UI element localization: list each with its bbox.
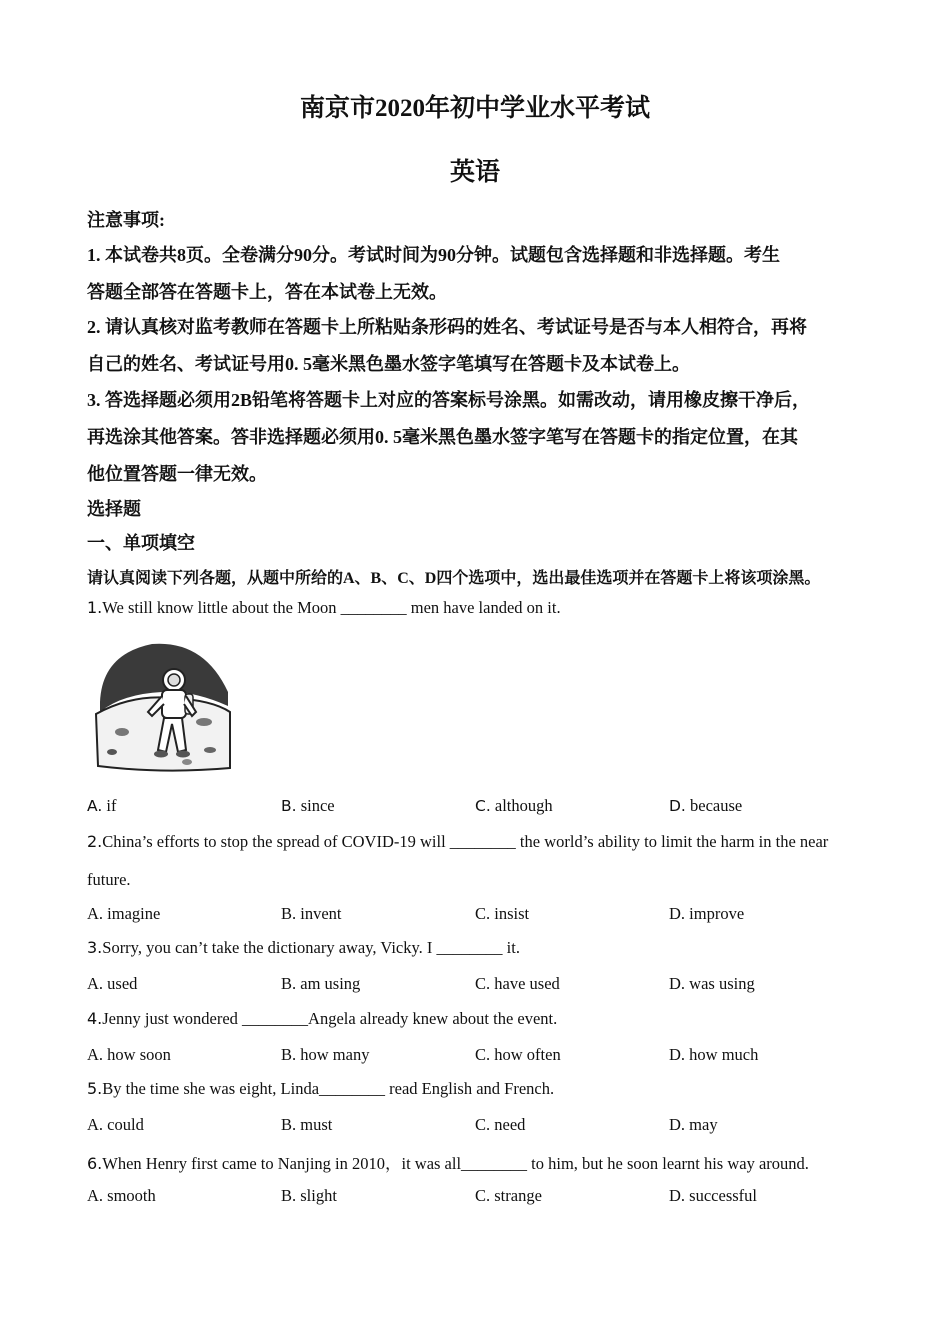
question-text: China’s efforts to stop the spread of COVID-19 will ________ the world’s ability to limit the harm in the near — [102, 832, 829, 851]
notes-line: 自己的姓名、考试证号用0. 5毫米黑色墨水签字笔填写在答题卡及本试卷上。 — [87, 354, 690, 374]
question-number: 6. — [87, 1154, 103, 1173]
option-d: D. how much — [669, 1045, 759, 1064]
option-c: C. need — [475, 1115, 526, 1134]
option-a: A. if — [87, 796, 117, 815]
question-6 — [87, 1150, 809, 1174]
option-d: D. may — [669, 1115, 718, 1134]
question-text: By the time she was eight, Linda________ read English and French. — [102, 1079, 555, 1098]
notes-line: 1. 本试卷共8页。全卷满分90分。考试时间为90分钟。试题包含选择题和非选择题。考生 — [87, 245, 780, 265]
question-4 — [87, 1009, 557, 1029]
option-b: B. slight — [281, 1186, 337, 1205]
question-number: 1. — [87, 598, 103, 617]
question-text: Jenny just wondered ________Angela already knew about the event. — [102, 1009, 558, 1028]
option-d: D. was using — [669, 974, 755, 993]
question-2 — [87, 832, 828, 852]
option-a: A. imagine — [87, 904, 161, 923]
option-d: D. successful — [669, 1186, 757, 1205]
question-1 — [87, 598, 561, 618]
question-number: 3. — [87, 938, 103, 957]
option-b: B. am using — [281, 974, 361, 993]
option-b: B. invent — [281, 904, 342, 923]
question-text: Sorry, you can’t take the dictionary away, Vicky. I ________ it. — [102, 938, 520, 957]
notes-line: 2. 请认真核对监考教师在答题卡上所粘贴条形码的姓名、考试证号是否与本人相符合，再将 — [87, 317, 807, 337]
question-text: When Henry first came to Nanjing in 2010，it was all________ to him, but he soon learnt his way around. — [102, 1154, 809, 1173]
question-text: We still know little about the Moon ________ men have landed on it. — [102, 598, 561, 617]
question-5 — [87, 1079, 554, 1099]
option-a: A. smooth — [87, 1186, 156, 1205]
notes-line: 3. 答选择题必须用2B铅笔将答题卡上对应的答案标号涂黑。如需改动，请用橡皮擦干净后， — [87, 390, 811, 410]
option-d: D. because — [669, 796, 743, 815]
option-c: C. strange — [475, 1186, 542, 1205]
question-number: 2. — [87, 832, 103, 851]
section-part: 选择题 — [87, 499, 141, 519]
option-b: B. how many — [281, 1045, 370, 1064]
option-d: D. improve — [669, 904, 745, 923]
option-c: C. have used — [475, 974, 560, 993]
option-b: B. must — [281, 1115, 333, 1134]
option-a: A. how soon — [87, 1045, 171, 1064]
notes-line: 答题全部答在答题卡上，答在本试卷上无效。 — [87, 282, 447, 302]
notes-line: 他位置答题一律无效。 — [87, 464, 267, 484]
option-b: B. since — [281, 796, 335, 815]
section-heading: 一、单项填空 — [87, 533, 195, 553]
notes-heading: 注意事项: — [87, 210, 165, 230]
section-instruction: 请认真阅读下列各题，从题中所给的A、B、C、D四个选项中，选出最佳选项并在答题卡上将该项涂黑。 — [87, 570, 821, 587]
option-c: C. how often — [475, 1045, 561, 1064]
notes-line: 再选涂其他答案。答非选择题必须用0. 5毫米黑色墨水签字笔写在答题卡的指定位置，在其 — [87, 427, 798, 447]
option-c: C. insist — [475, 904, 530, 923]
question-text-continued: future. — [87, 870, 131, 889]
question-number: 4. — [87, 1009, 103, 1028]
option-c: C. although — [475, 796, 553, 815]
option-a: A. used — [87, 974, 138, 993]
question-number: 5. — [87, 1079, 103, 1098]
subject-title: 英语 — [449, 159, 500, 186]
astronaut-on-moon-illustration — [92, 632, 232, 778]
exam-title: 南京市2020年初中学业水平考试 — [299, 95, 650, 122]
option-a: A. could — [87, 1115, 144, 1134]
question-3 — [87, 938, 520, 958]
